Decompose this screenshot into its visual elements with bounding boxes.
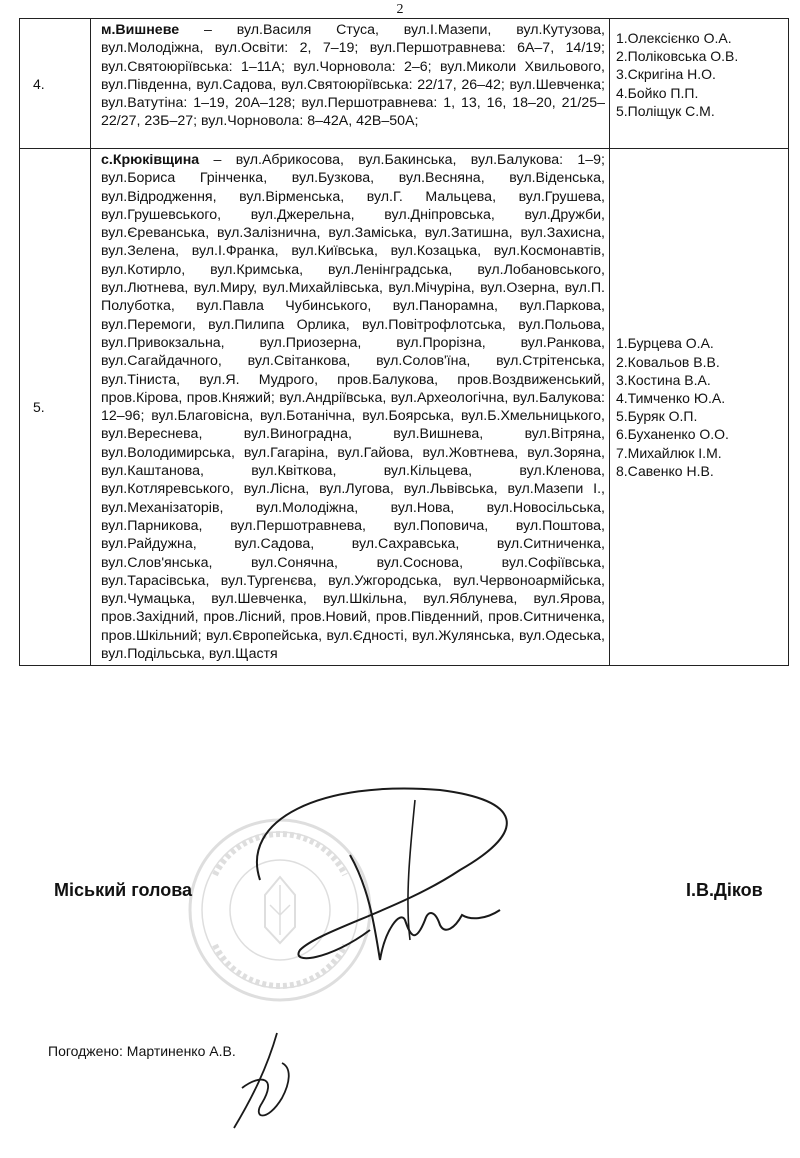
member-name: 7.Михайлюк І.М. [616, 444, 722, 461]
members-list [616, 334, 782, 480]
table-row [20, 19, 789, 149]
streets-cell [91, 19, 610, 149]
mayor-signature [200, 760, 560, 980]
row-number: 5. [20, 149, 91, 666]
member-name: 1.Олексієнко О.А. [616, 30, 732, 46]
member-name: 5.Поліщук С.М. [616, 102, 715, 119]
signatory-name: І.В.Діков [686, 880, 763, 900]
settlement-name: м.Вишневе [101, 22, 180, 38]
row-number: 4. [20, 19, 91, 149]
members-cell [610, 149, 789, 666]
approver-signature [222, 1028, 302, 1138]
member-name: 2.Поліковська О.В. [616, 48, 739, 65]
member-name: 4.Бойко П.П. [616, 84, 699, 101]
member-name: 3.Костина В.А. [616, 371, 711, 388]
member-name: 5.Буряк О.П. [616, 408, 698, 425]
signatory-title: Міський голова [54, 880, 193, 900]
page-number: 2 [396, 2, 404, 17]
member-name: 2.Ковальов В.В. [616, 353, 720, 370]
members-list [616, 29, 782, 120]
streets-cell [91, 149, 610, 666]
settlement-name: с.Крюківщина [101, 152, 200, 168]
member-name: 3.Скригіна Н.О. [616, 66, 716, 83]
member-name: 4.Тимченко Ю.А. [616, 389, 726, 406]
member-name: 6.Буханенко О.О. [616, 426, 729, 443]
agreed-by-line: Погоджено: Мартиненко А.В. [48, 1043, 236, 1059]
member-name: 1.Бурцева О.А. [616, 335, 714, 352]
table-row [20, 149, 789, 666]
street-list: – вул.Абрикосова, вул.Бакинська, вул.Балукова: 1–9; вул.Бориса Грінченка, вул.Бузкова, вул.Весняна, вул.Віденська, вул.Відродження, вул.Вірменська, вул.Г. Мальцева, вул.Грушева, вул.Грушевського, вул.Джерельна, вул.Дніпровська, вул.Дружби, вул.Єреванська, вул.Залізнична, вул.Заміська, вул.Затишна, вул.Захисна, вул.Зелена, вул.І.Франка, вул.Київська, вул.Козацька, вул.Космонавтів, вул.Котирло, вул.Кримська, вул.Ленінградська, вул.Лобановського, вул.Лютнева, вул.Миру, вул.Михайлівська, вул.Мічуріна, вул.Озерна, вул.П. Полуботка, вул.Павла Чубинського, вул.Панорамна, вул.Паркова, вул.Перемоги, вул.Пилипа Орлика, вул.Повітрофлотська, вул.Польова, вул.Привокзальна, вул.Приозерна, вул.Прорізна, вул.Ранкова, вул.Сагайдачного, вул.Світанкова, вул.Солов'їна, вул.Стрітенська, вул.Тіниста, вул.Я. Мудрого, пров.Балукова, пров.Воздвиженський, пров.Кірова, пров.Княжий; вул.Андріївська, вул.Археологічна, вул.Балукова: 12–96; вул.Благовісна, вул.Ботанічна, вул.Боярська, вул.Б.Хмельницького, вул.Вереснева, вул.Виноградна, вул.Вишнева, вул.Вітряна, вул.Володимирська, вул.Гагаріна, вул.Гайова, вул.Жовтнева, вул.Зоряна, вул.Каштанова, вул.Квіткова, вул.Кільцева, вул.Кленова, вул.Котляревського, вул.Лісна, вул.Лугова, вул.Львівська, вул.Мазепи І., вул.Механізаторів, вул.Молодіжна, вул.Нова, вул.Новосільська, вул.Парникова, вул.Першотравнева, вул.Поповича, вул.Поштова, вул.Райдужна, вул.Садова, вул.Сахравська, вул.Ситниченка, вул.Слов'янська, вул.Сонячна, вул.Соснова, вул.Софіївська, вул.Тарасівська, вул.Тургенєва, вул.Ужгородська, вул.Червоноармійська, вул.Чумацька, вул.Шевченка, вул.Шкільна, вул.Яблунева, вул.Ярова, пров.Західний, пров.Лісний, пров.Новий, пров.Південний, пров.Ситниченка, пров.Шкільний; вул.Європейська, вул.Єдності, вул.Жулянська, вул.Одеська, вул.Подільська, вул.Щастя [101, 152, 605, 663]
member-name: 8.Савенко Н.В. [616, 462, 714, 479]
street-list: – вул.Василя Стуса, вул.І.Мазепи, вул.Кутузова, вул.Молодіжна, вул.Освіти: 2, 7–19; вул.Першотравнева: 6А–7, 14/19; вул.Святоюріївська: 1–11А; вул.Чорновола: 2–6; вул.Миколи Хвильового, вул.Південна, вул.Садова, вул.Святоюріївська: 22/17, 26–42; вул.Шевченка; вул.Ватутіна: 1–19, 20А–128; вул.Першотравнева: 1, 13, 16, 18–20, 21/25–22/27, 23Б–27; вул.Чорновола: 8–42А, 42В–50А; [101, 22, 605, 130]
district-allocation-table [19, 18, 789, 666]
members-cell [610, 19, 789, 149]
